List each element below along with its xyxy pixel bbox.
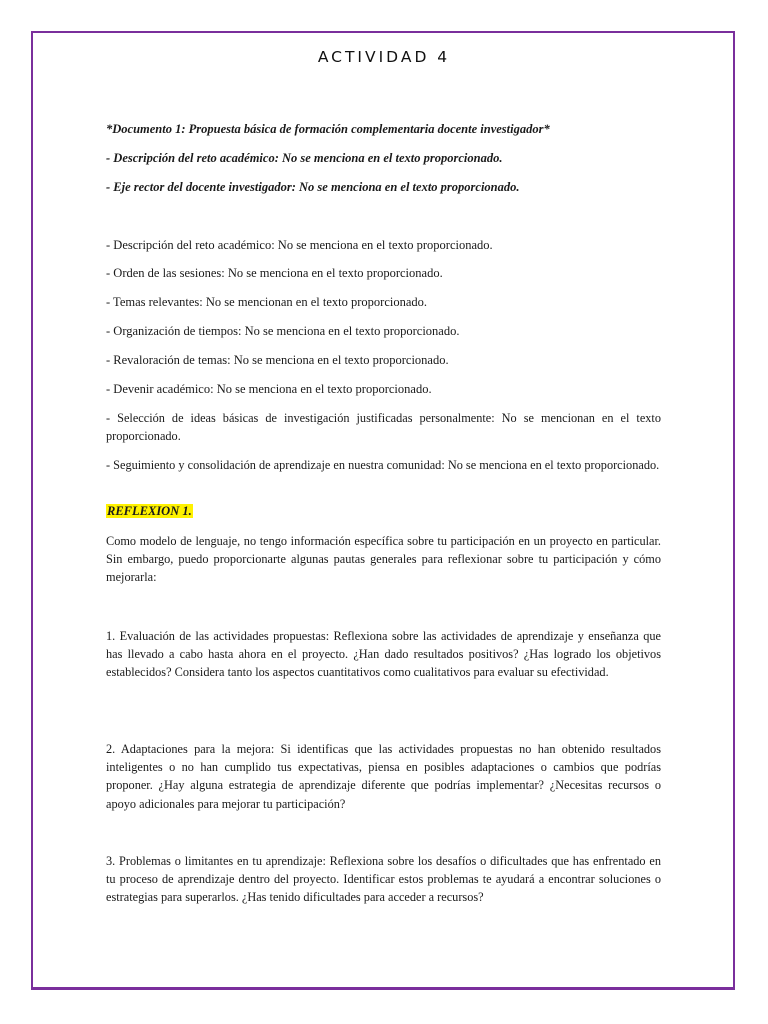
list-item: - Revaloración de temas: No se menciona en el texto proporcionado. xyxy=(106,353,449,367)
list-item: - Devenir académico: No se menciona en el texto proporcionado. xyxy=(106,382,432,396)
numbered-paragraph-1: 1. Evaluación de las actividades propuestas: Reflexiona sobre las actividades de aprendizaje y enseñanza que has llevado a cabo hasta ahora en el proyecto. ¿Han dado resultados positivos? ¿Has logrado los objetivos establecidos? Considera tanto los aspectos cuantitativos como cualitativos para evaluar su efectividad. xyxy=(106,629,661,680)
list-item: - Orden de las sesiones: No se menciona en el texto proporcionado. xyxy=(106,266,443,280)
bold-line-reto: - Descripción del reto académico: No se menciona en el texto proporcionado. xyxy=(106,151,503,165)
document-heading: *Documento 1: Propuesta básica de formación complementaria docente investigador* xyxy=(106,122,550,136)
numbered-paragraph-3: 3. Problemas o limitantes en tu aprendizaje: Reflexiona sobre los desafíos o dificultades que has enfrentado en tu proceso de aprendizaje dentro del proyecto. Identificar estos problemas te ayudará a encontrar soluciones o estrategias para superarlos. ¿Has tenido dificultades para acceder a recursos? xyxy=(106,854,661,905)
list-item: - Selección de ideas básicas de investigación justificadas personalmente: No se mencionan en el texto proporcionado. xyxy=(106,411,661,444)
list-item: - Organización de tiempos: No se menciona en el texto proporcionado. xyxy=(106,324,460,338)
list-item: - Seguimiento y consolidación de aprendizaje en nuestra comunidad: No se menciona en el texto proporcionado. xyxy=(106,458,660,472)
reflexion-heading xyxy=(106,503,661,520)
page-title: ACTIVIDAD 4 xyxy=(317,48,451,66)
list-item: - Temas relevantes: No se mencionan en el texto proporcionado. xyxy=(106,295,428,309)
reflexion-label: REFLEXION 1. xyxy=(107,504,192,518)
bold-line-eje: - Eje rector del docente investigador: No se menciona en el texto proporcionado. xyxy=(106,180,520,194)
list-item: - Descripción del reto académico: No se menciona en el texto proporcionado. xyxy=(106,238,493,252)
intro-paragraph: Como modelo de lenguaje, no tengo información específica sobre tu participación en un proyecto en particular. Sin embargo, puedo proporcionarte algunas pautas generales para reflexionar sobre tu participación y cómo mejorarla: xyxy=(106,534,661,585)
numbered-paragraph-2: 2. Adaptaciones para la mejora: Si identificas que las actividades propuestas no han obtenido resultados inteligentes o no han cumplido tus expectativas, piensa en posibles adaptaciones o cambios que podrías proponer. ¿Hay alguna estrategia de aprendizaje diferente que podrías implementar? ¿Necesitas recursos o apoyo adicionales para mejorar tu participación? xyxy=(106,742,661,811)
